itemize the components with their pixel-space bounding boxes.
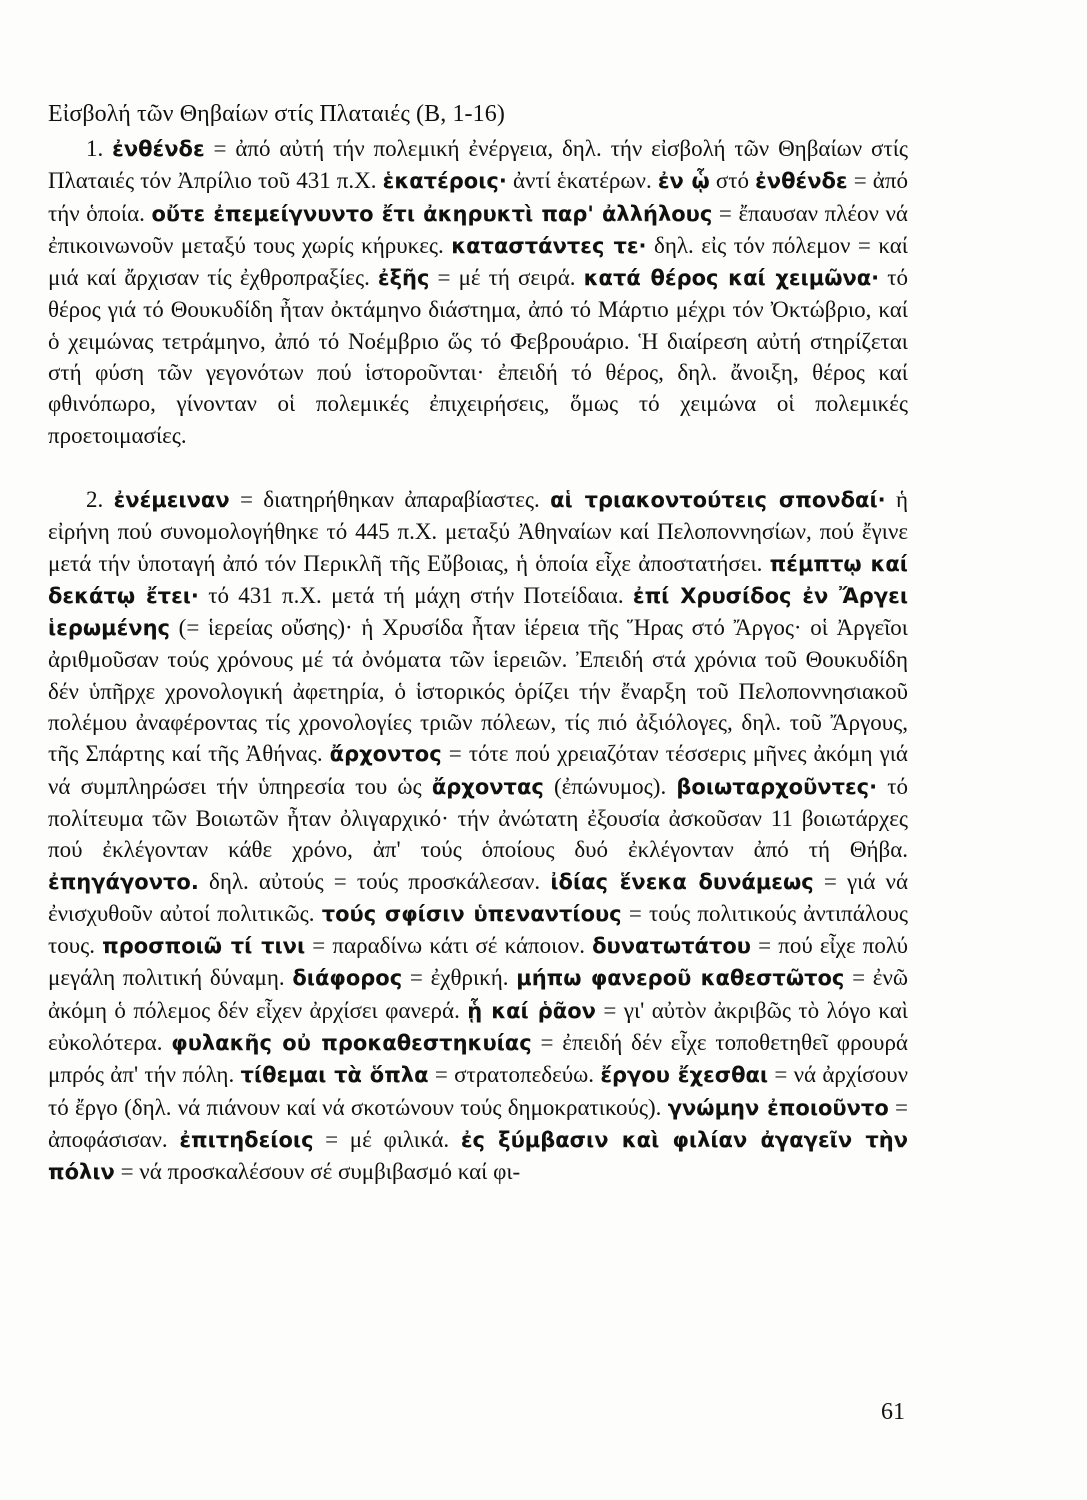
commentary-text: = στρατοπεδεύω. — [428, 1062, 601, 1088]
lemma-term: διάφορος — [292, 966, 403, 991]
page-number: 61 — [881, 1399, 905, 1425]
commentary-text: = ἀπό αὐτή τήν πολεμική ἐνέργεια, δηλ. τήν εἰσβολή τῶν Θηβαίων στίς Πλαταιές τόν Ἀπρίλιο τοῦ 431 π.Χ. — [48, 136, 908, 194]
paragraph-1 — [48, 133, 908, 451]
commentary-text: τό θέρος γιά τό Θουκυδίδη ἦταν ὀκτάμηνο διάστημα, ἀπό τό Μάρτιο μέχρι τόν Ὀκτώβριο, καί ὁ χειμώνας τετράμηνο, ἀπό τό Νοέμβριο ὥς τό Φεβρουάριο. Ἡ διαίρεση αὐτή στηρίζεται στή φύση τῶν γεγονότων πού ἱστοροῦνται· ἐπειδή τό θέρος, δηλ. ἄνοιξη, θέρος καί φθινόπωρο, γίνονταν οἱ πολεμικές ἐπιχειρήσεις, ὅμως τό χειμώνα οἱ πολεμικές προετοιμασίες. — [48, 265, 908, 448]
commentary-text: τό 431 π.Χ. μετά τή μάχη στήν Ποτείδαια. — [198, 582, 633, 608]
commentary-text: δηλ. εἰς τόν πόλεμον = καί μιά καί ἄρχισαν τίς ἐχθροπραξίες. — [48, 232, 908, 291]
commentary-text: (ἐπώνυμος). — [543, 773, 677, 799]
lemma-term: κατά θέρος καί χειμῶνα· — [583, 266, 880, 291]
lemma-term: δυνατωτάτου — [592, 934, 751, 959]
lemma-term: βοιωταρχοῦντες· — [676, 774, 878, 799]
commentary-text: = ἀπό τήν ὁποία. — [48, 168, 908, 226]
commentary-text: = πού εἶχε πολύ μεγάλη πολιτική δύναμη. — [48, 933, 909, 991]
commentary-text: = γιά νά ἐνισχυθοῦν αὐτοί πολιτικῶς. — [48, 868, 908, 926]
lemma-term: ἐπιτηδείοις — [179, 1127, 314, 1152]
commentary-text: 2. — [86, 486, 114, 512]
commentary-text: στό — [709, 168, 756, 194]
lemma-term: ἔργου ἔχεσθαι — [600, 1063, 769, 1088]
commentary-text: = ἐπειδή δέν εἶχε τοποθετηθεῖ φρουρά μπρός ἀπ' τήν πόλη. — [48, 1030, 908, 1088]
commentary-text: = ἔπαυσαν πλέον νά ἐπικοινωνοῦν μεταξύ τους χωρίς κήρυκες. — [48, 200, 908, 258]
commentary-text: = ἐνῶ ἀκόμη ὁ πόλεμος δέν εἶχεν ἀρχίσει φανερά. — [48, 965, 908, 1023]
lemma-term: καταστάντες τε· — [451, 233, 647, 258]
commentary-text: = παραδίνω κάτι σέ κάποιον. — [305, 933, 593, 959]
lemma-term: ἐπί Χρυσίδος ἐν Ἄργει ἱερωμένης — [48, 583, 909, 641]
commentary-text: = γι' αὐτὸν ἀκριβῶς τὸ λόγο καὶ εὐκολότερα. — [48, 997, 908, 1056]
page-content — [48, 96, 908, 1189]
lemma-term: προσποιῶ τί τινι — [102, 934, 306, 959]
commentary-text: = τούς πολιτικούς ἀντιπάλους τους. — [48, 900, 908, 959]
commentary-text: τό πολίτευμα τῶν Βοιωτῶν ἦταν ὀλιγαρχικό· τήν ἀνώτατη ἐξουσία ἀσκοῦσαν 11 βοιωτάρχες πού ἐκλέγονταν κάθε χρόνο, ἀπ' τούς ὁποίους δυό ἐκλέγονταν ἀπό τή Θήβα. — [48, 773, 908, 863]
commentary-text: = νά ἀρχίσουν τό ἔργο (δηλ. νά πιάνουν καί νά σκοτώνουν τούς δημοκρατικούς). — [48, 1062, 908, 1120]
lemma-term: ἄρχοντας — [431, 774, 544, 799]
lemma-term: τίθεμαι τὰ ὅπλα — [240, 1063, 429, 1088]
lemma-term: ἑκατέροις· — [382, 169, 507, 194]
lemma-term: ἐνέμειναν — [113, 487, 230, 512]
lemma-term: φυλακῆς οὐ προκαθεστηκυίας — [171, 1031, 532, 1056]
commentary-text: δηλ. αὐτούς = τούς προσκάλεσαν. — [198, 868, 551, 894]
commentary-text: 1. — [86, 136, 113, 161]
commentary-text: = μέ φιλικά. — [313, 1126, 461, 1152]
lemma-term: αἱ τριακοντούτεις σπονδαί· — [550, 487, 886, 512]
commentary-text: (= ἱερείας οὔσης)· ἡ Χρυσίδα ἦταν ἱέρεια τῆς Ἥρας στό Ἄργος· οἱ Ἀργεῖοι ἀριθμοῦσαν τούς χρόνους μέ τά ὀνόματα τῶν ἱερειῶν. Ἐπειδή στά χρόνια τοῦ Θουκυδίδη δέν ὑπῆρχε χρονολογική ἀφετηρία, ὁ ἱστορικός ὁρίζει τήν ἔναρξη τοῦ Πελοποννησιακοῦ πολέμου ἀναφέροντας τίς χρονολογίες τριῶν πόλεων, τίς πιό ἀξιόλογες, δηλ. τοῦ Ἄργους, τῆς Σπάρτης καί τῆς Ἀθήνας. — [48, 615, 908, 767]
lemma-term: ἐνθένδε — [112, 137, 205, 161]
lemma-term: ἰδίας ἕνεκα δυνάμεως — [550, 869, 814, 894]
lemma-term: ἐν ᾧ — [657, 169, 710, 194]
commentary-text: = διατηρήθηκαν ἀπαραβίαστες. — [229, 486, 551, 512]
commentary-text: = ἀποφάσισαν. — [48, 1094, 908, 1152]
lemma-term: ἐς ξύμβασιν καὶ φιλίαν ἀγαγεῖν τὴν πόλιν — [48, 1127, 908, 1185]
paragraph-2 — [48, 484, 908, 1189]
lemma-term: οὔτε ἐπεμείγνυντο ἔτι ἀκηρυκτὶ παρ' ἀλλήλους — [151, 201, 713, 226]
lemma-term: μήπω φανεροῦ καθεστῶτος — [516, 966, 845, 991]
lemma-term: πέμπτῳ καί δεκάτῳ ἔτει· — [48, 551, 908, 608]
commentary-text: = ἐχθρική. — [402, 965, 517, 991]
lemma-term: ἐνθένδε — [755, 169, 848, 194]
commentary-text: ἡ εἰρήνη πού συνομολογήθηκε τό 445 π.Χ. μεταξύ Ἀθηναίων καί Πελοποννησίων, πού ἔγινε μετά τήν ὑποταγή ἀπό τόν Περικλῆ τῆς Εὔβοιας, ἡ ὁποία εἶχε ἀποστατήσει. — [48, 486, 908, 576]
lemma-term: τούς σφίσιν ὑπεναντίους — [321, 901, 622, 926]
lemma-term: γνώμην ἐποιοῦντο — [667, 1095, 889, 1120]
commentary-text: ἀντί ἑκατέρων. — [506, 168, 658, 194]
section-heading: Εἰσβολή τῶν Θηβαίων στίς Πλαταιές (Β, 1-16) — [48, 101, 505, 127]
commentary-text: = νά προσκαλέσουν σέ συμβιβασμό καί φι- — [114, 1159, 521, 1185]
commentary-text: = μέ τή σειρά. — [429, 265, 584, 291]
commentary-text: = τότε πού χρειαζόταν τέσσερις μῆνες ἀκόμη γιά νά συμπληρώσει τήν ὑπηρεσία του ὡς — [48, 741, 908, 799]
lemma-term: ἐξῆς — [377, 266, 430, 291]
lemma-term: ἄρχοντος — [329, 742, 442, 767]
lemma-term: ἐπηγάγοντο. — [48, 869, 199, 894]
lemma-term: ᾗ καί ῥᾶον — [467, 998, 596, 1023]
